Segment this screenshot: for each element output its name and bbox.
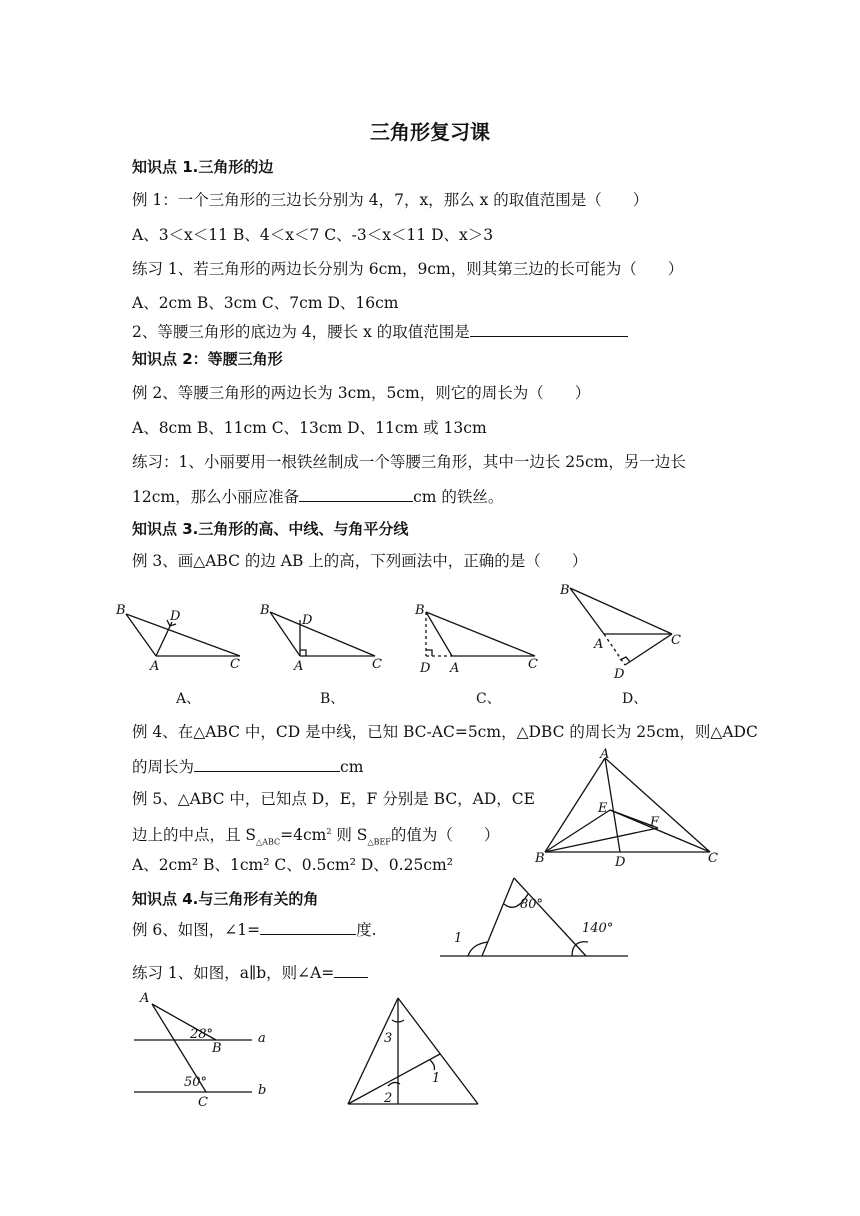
- svg-text:C: C: [372, 657, 382, 672]
- example-1-options: A、3＜x＜11 B、4＜x＜7 C、-3＜x＜11 D、x＞3: [132, 226, 494, 244]
- example-2-options: A、8cm B、11cm C、13cm D、11cm 或 13cm: [132, 419, 487, 437]
- example-4-line1: 例 4、在△ABC 中，CD 是中线，已知 BC-AC=5cm，△DBC 的周长为 25cm，则△ADC: [132, 723, 758, 741]
- svg-text:D: D: [614, 667, 625, 680]
- svg-text:A: A: [150, 659, 160, 674]
- page-title: 三角形复习课: [370, 120, 490, 144]
- example-6-figure: [436, 870, 636, 962]
- example-5-figure: [530, 748, 730, 870]
- section-heading-1: 知识点 1.三角形的边: [132, 158, 274, 176]
- figure-c: [426, 612, 535, 656]
- svg-text:A: A: [594, 637, 604, 652]
- example-3: 例 3、画△ABC 的边 AB 上的高，下列画法中，正确的是（ ）: [132, 552, 588, 570]
- svg-text:A: A: [450, 661, 460, 676]
- ex5-sup: 2: [326, 827, 332, 836]
- section-heading-2: 知识点 2：等腰三角形: [132, 350, 283, 368]
- figure-d: [570, 588, 672, 665]
- svg-text:E: E: [598, 801, 608, 816]
- svg-text:C: C: [708, 851, 718, 866]
- example-2: 例 2、等腰三角形的两边长为 3cm，5cm，则它的周长为（ ）: [132, 384, 591, 402]
- parallel-lines-figure: [130, 990, 280, 1108]
- example-1: 例 1：一个三角形的三边长分别为 4，7，x，那么 x 的取值范围是（ ）: [132, 191, 649, 209]
- figure-a: [126, 614, 240, 656]
- example-6: [132, 918, 377, 940]
- svg-text:A: A: [294, 659, 304, 674]
- svg-text:F: F: [650, 815, 660, 830]
- practice-2-text: 2、等腰三角形的底边为 4，腰长 x 的取值范围是: [132, 323, 470, 341]
- svg-text:D: D: [615, 855, 626, 870]
- svg-text:D: D: [420, 661, 431, 676]
- practice-3-line2: [132, 485, 503, 507]
- line-a: a: [258, 1031, 266, 1046]
- svg-text:B: B: [116, 603, 126, 618]
- example-4-pre: 的周长为: [132, 758, 195, 776]
- ex5-sub-bef: △BEF: [367, 837, 391, 847]
- ex5-sub-abc: △ABC: [256, 837, 281, 847]
- practice-2: [132, 320, 628, 342]
- angle-140: 140°: [582, 921, 614, 936]
- svg-text:A: A: [600, 748, 610, 762]
- svg-text:A: A: [140, 991, 150, 1006]
- practice-3-pre: 12cm，那么小丽应准备: [132, 488, 300, 506]
- svg-text:D: D: [170, 609, 181, 624]
- line-b: b: [258, 1083, 267, 1098]
- example-6-pre: 例 6、如图，∠1=: [132, 921, 261, 939]
- svg-text:B: B: [560, 583, 570, 598]
- example-3-figures: [110, 580, 710, 680]
- example-5-line1: 例 5、△ABC 中，已知点 D，E，F 分别是 BC，AD，CE: [132, 790, 535, 808]
- practice-4: [132, 961, 368, 983]
- option-b: B、: [320, 691, 345, 707]
- svg-text:C: C: [528, 657, 538, 672]
- figure-b: [270, 612, 375, 656]
- example-5-line2: [132, 822, 499, 852]
- answer-blank[interactable]: [260, 918, 356, 935]
- section-heading-3: 知识点 3.三角形的高、中线、与角平分线: [132, 520, 409, 538]
- triangle-angles-figure: [340, 990, 485, 1108]
- answer-blank[interactable]: [194, 755, 340, 772]
- angle-28: 28°: [190, 1027, 214, 1042]
- option-d: D、: [622, 691, 648, 707]
- ex5-mid: =4cm: [280, 826, 327, 845]
- svg-text:B: B: [535, 851, 545, 866]
- section-heading-4: 知识点 4.与三角形有关的角: [132, 890, 319, 908]
- angle-2: 2: [384, 1091, 393, 1106]
- example-6-post: 度.: [356, 921, 377, 939]
- svg-text:C: C: [671, 633, 681, 648]
- svg-text:B: B: [415, 603, 425, 618]
- option-c: C、: [476, 691, 501, 707]
- option-a: A、: [176, 691, 201, 707]
- practice-3-line1: 练习：1、小丽要用一根铁丝制成一个等腰三角形，其中一边长 25cm，另一边长: [132, 453, 686, 471]
- svg-text:B: B: [260, 603, 270, 618]
- svg-text:C: C: [230, 657, 240, 672]
- ex5-then: 则 S: [331, 826, 368, 845]
- practice-1: 练习 1、若三角形的两边长分别为 6cm，9cm，则其第三边的长可能为（ ）: [132, 260, 684, 278]
- svg-text:B: B: [212, 1041, 222, 1056]
- ex5-pre: 边上的中点，且 S: [132, 826, 257, 845]
- answer-blank[interactable]: [299, 485, 413, 502]
- angle-80: 80°: [520, 897, 544, 912]
- practice-4-text: 练习 1、如图，a∥b，则∠A=: [132, 964, 335, 982]
- example-4-line2: [132, 755, 363, 777]
- example-5-options: A、2cm² B、1cm² C、0.5cm² D、0.25cm²: [132, 856, 453, 874]
- example-4-post: cm: [340, 758, 364, 776]
- ex5-post: 的值为（ ）: [390, 826, 500, 845]
- angle-1b: 1: [432, 1071, 441, 1086]
- practice-1-options: A、2cm B、3cm C、7cm D、16cm: [132, 294, 399, 312]
- angle-50: 50°: [184, 1075, 208, 1090]
- answer-blank[interactable]: [334, 961, 368, 978]
- angle-3: 3: [384, 1031, 393, 1046]
- angle-1: 1: [454, 931, 463, 946]
- practice-3-post: cm 的铁丝。: [413, 488, 504, 506]
- svg-text:D: D: [302, 613, 313, 628]
- svg-text:C: C: [198, 1095, 208, 1108]
- answer-blank[interactable]: [470, 320, 628, 337]
